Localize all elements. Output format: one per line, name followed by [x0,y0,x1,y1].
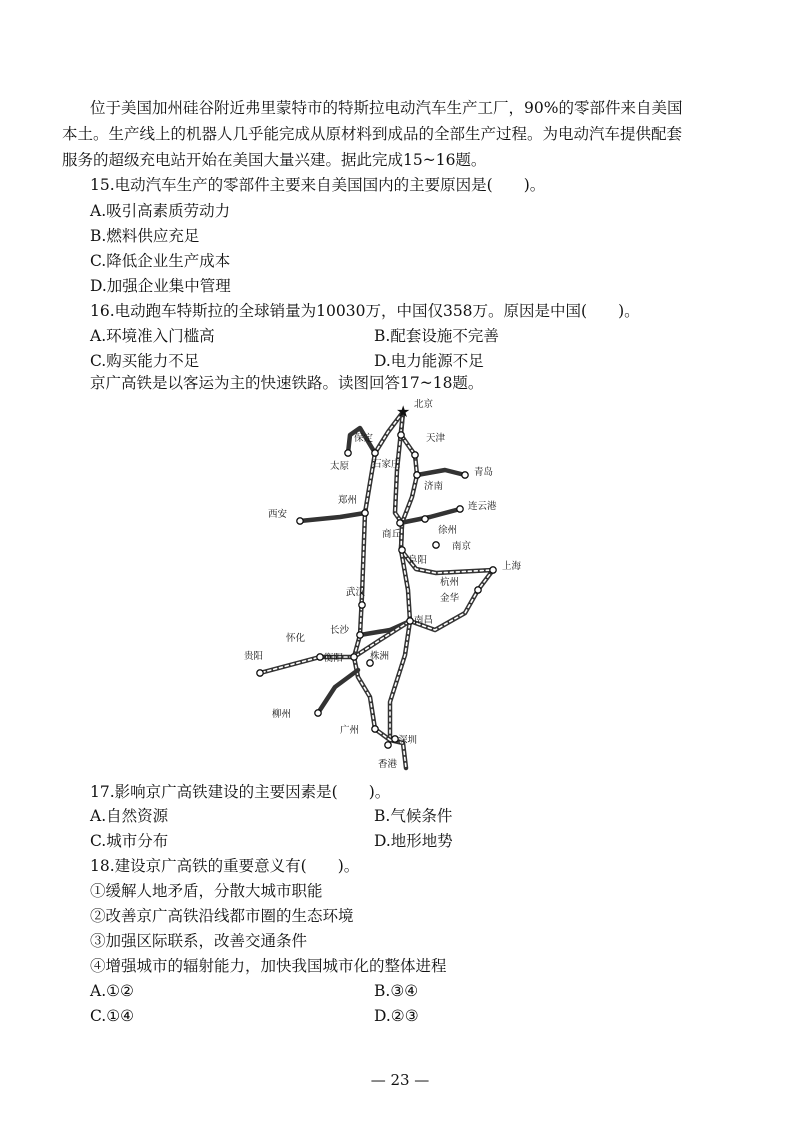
node [414,472,420,478]
node [399,547,405,553]
option-d: D.加强企业集中管理 [90,277,231,295]
option-b: B.配套设施不完善 [374,327,499,345]
node [372,726,378,732]
city-label: 贵阳 [244,651,264,662]
question-stem: 16.电动跑车特斯拉的全球销量为10030万，中国仅358万。原因是中国( )。 [90,302,640,320]
city-label: 石家庄 [372,459,401,470]
option-b: B.③④ [374,982,419,1000]
question-stem: 18.建设京广高铁的重要意义有( )。 [90,857,360,875]
city-label: 长沙 [330,625,350,636]
railway-map-svg [230,395,530,775]
rail-jinghu [401,412,493,573]
page-number: — 23 — [370,1071,430,1089]
option-a: A.①② [90,982,134,1000]
node [397,520,403,526]
statement-item: ③加强区际联系，改善交通条件 [90,932,308,950]
node [372,450,378,456]
node [433,542,439,548]
node [462,472,468,478]
passage-line: 服务的超级充电站开始在美国大量兴建。据此完成15~16题。 [62,151,487,169]
city-label: 香港 [378,759,398,770]
node [475,587,481,593]
node [412,452,418,458]
city-label: 太原 [330,461,350,472]
rail-liuzhou [318,670,358,713]
question-stem: 17.影响京广高铁建设的主要因素是( )。 [90,783,391,801]
option-c: C.①④ [90,1007,135,1025]
option-b: B.燃料供应充足 [90,227,200,245]
statement-item: ②改善京广高铁沿线都市圈的生态环境 [90,907,354,925]
city-label: 阜阳 [408,555,428,566]
city-label: 衡阳 [324,653,344,664]
node [422,516,428,522]
node [490,567,496,573]
statement-item: ④增强城市的辐射能力，加快我国城市化的整体进程 [90,957,447,975]
node [359,602,365,608]
railway-map [230,395,530,775]
city-label: 保定 [354,433,374,444]
city-label: 广州 [340,725,360,736]
option-a: A.吸引高素质劳动力 [90,202,231,220]
city-label: 西安 [268,509,288,520]
city-nodes [257,432,496,748]
option-a: A.环境准入门槛高 [90,327,215,345]
city-label: 北京 [414,399,434,410]
question-stem: 15.电动汽车生产的零部件主要来自美国国内的主要原因是( )。 [90,176,546,194]
option-d: D.地形地势 [374,832,453,850]
option-a: A.自然资源 [90,807,169,825]
rail-qingdao [417,470,465,475]
city-label: 南京 [452,541,472,552]
city-label: 天津 [426,433,446,444]
node [315,710,321,716]
node [317,654,323,660]
node [385,742,391,748]
node [398,432,404,438]
node [357,632,363,638]
rail-lianyungang [400,509,460,523]
statement-item: ①缓解人地矛盾，分散大城市职能 [90,882,323,900]
node [351,654,357,660]
option-c: C.城市分布 [90,832,169,850]
option-d: D.电力能源不足 [374,352,484,370]
city-label: 怀化 [286,633,306,644]
city-label: 徐州 [438,525,458,536]
option-c: C.购买能力不足 [90,352,200,370]
city-label: 济南 [424,481,444,492]
node [457,506,463,512]
passage-line: 本土。生产线上的机器人几乎能完成从原材料到成品的全部生产过程。为电动汽车提供配套 [62,125,683,143]
option-b: B.气候条件 [374,807,453,825]
city-label: 南昌 [414,615,434,626]
passage-line: 位于美国加州硅谷附近弗里蒙特市的特斯拉电动汽车生产工厂，90%的零部件来自美国 [90,99,683,117]
node [345,450,351,456]
city-label: 杭州 [440,577,460,588]
city-label: 武汉 [346,587,366,598]
city-label: 上海 [502,561,522,572]
city-label: 郑州 [338,495,358,506]
option-c: C.降低企业生产成本 [90,252,231,270]
city-label: 商丘 [382,529,402,540]
city-label: 青岛 [474,467,494,478]
passage-17-18: 京广高铁是以客运为主的快速铁路。读图回答17~18题。 [90,374,484,392]
beijing-star-icon: ★ [396,402,411,421]
city-label: 深圳 [398,735,418,746]
city-label: 株洲 [370,651,390,662]
node [297,518,303,524]
option-d: D.②③ [374,1007,419,1025]
rail-xian [300,513,365,521]
city-label: 连云港 [468,501,497,512]
city-label: 柳州 [272,709,292,720]
node [362,510,368,516]
node [407,618,413,624]
node [257,670,263,676]
city-label: 金华 [440,593,460,604]
